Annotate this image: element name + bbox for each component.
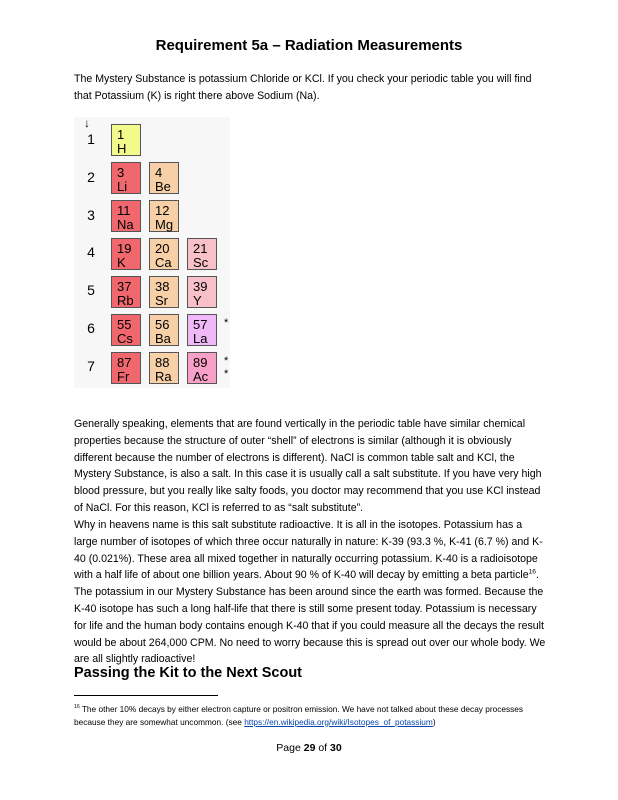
element-cell-la bbox=[187, 314, 217, 346]
element-cell-fr bbox=[111, 352, 141, 384]
element-symbol: Ca bbox=[155, 255, 172, 270]
element-number: 4 bbox=[155, 165, 163, 180]
element-cell-y bbox=[187, 276, 217, 308]
isotopes-text-start: Why in heavens name is this salt substitute radioactive. It is all in the isotopes. Potassium has a large number of isotopes of which three occur naturally in nature: K-39 (93.3 %, K-41 (6.7 %) and K-40 (0.021%). These area all mixed together in naturally occurring potassium. K-40 is a radioisotope with a half life of about one billion years. About 90 % of K-40 will decay by emitting a beta particle bbox=[74, 519, 543, 582]
page-prefix: Page bbox=[276, 742, 304, 754]
element-number: 87 bbox=[117, 355, 132, 370]
footnote-number: 16 bbox=[74, 704, 80, 711]
element-cell-mg bbox=[149, 200, 179, 232]
asterisk-marker: * bbox=[224, 355, 229, 367]
element-cell-ba bbox=[149, 314, 179, 346]
element-number: 38 bbox=[155, 279, 170, 294]
element-number: 57 bbox=[193, 317, 208, 332]
element-number: 11 bbox=[117, 203, 131, 218]
page-title: Requirement 5a – Radiation Measurements bbox=[155, 37, 463, 54]
element-number: 21 bbox=[193, 241, 208, 256]
element-symbol: Mg bbox=[155, 217, 174, 232]
page-middle: of bbox=[315, 742, 331, 754]
element-number: 88 bbox=[155, 355, 170, 370]
down-arrow-icon: ↓ bbox=[84, 116, 90, 130]
asterisk-marker: * bbox=[224, 317, 229, 329]
element-number: 3 bbox=[117, 165, 125, 180]
footnote-close: ) bbox=[432, 716, 436, 727]
footnote-text: The other 10% decays by either electron capture or positron emission. We have not talked about these decay processes because they are somewhat uncommon. (see bbox=[74, 704, 524, 727]
element-cell-be bbox=[149, 162, 179, 194]
element-cell-ac bbox=[187, 352, 217, 384]
element-symbol: Na bbox=[117, 217, 134, 232]
element-number: 55 bbox=[117, 317, 132, 332]
element-cell-sr bbox=[149, 276, 179, 308]
element-symbol: Ac bbox=[193, 369, 209, 384]
element-cell-cs bbox=[111, 314, 141, 346]
element-symbol: La bbox=[193, 331, 208, 346]
page-total: 30 bbox=[330, 742, 342, 754]
section-heading: Passing the Kit to the Next Scout bbox=[74, 665, 302, 681]
element-number: 39 bbox=[193, 279, 208, 294]
periodic-table-figure bbox=[74, 117, 230, 388]
isotopes-text-end: . The potassium in our Mystery Substance has been around since the earth was formed. Because the K-40 isotope has such a long half-life that there is still some present today. Potassium is necessary for life and the human body contains enough K-40 that if you could measure all the decays the result would be about 264,000 CPM. No need to worry because this is spread out over our whole body. We are all slightly radioactive! bbox=[74, 569, 546, 666]
footnote bbox=[74, 703, 554, 728]
period-label: 4 bbox=[87, 244, 95, 260]
element-symbol: Y bbox=[193, 293, 202, 308]
period-label: 5 bbox=[87, 282, 95, 298]
element-cell-h bbox=[111, 124, 141, 156]
element-symbol: H bbox=[117, 141, 127, 156]
element-number: 37 bbox=[117, 279, 132, 294]
element-cell-rb bbox=[111, 276, 141, 308]
element-cell-sc bbox=[187, 238, 217, 270]
period-label: 3 bbox=[87, 207, 95, 223]
element-symbol: Be bbox=[155, 179, 171, 194]
element-cell-li bbox=[111, 162, 141, 194]
element-number: 56 bbox=[155, 317, 170, 332]
period-label: 1 bbox=[87, 131, 95, 147]
period-label: 7 bbox=[87, 358, 95, 374]
wikipedia-link[interactable]: https://en.wikipedia.org/wiki/Isotopes_of_potassium bbox=[244, 716, 433, 727]
element-symbol: Cs bbox=[117, 331, 133, 346]
element-cell-ra bbox=[149, 352, 179, 384]
element-number: 19 bbox=[117, 241, 132, 256]
element-symbol: K bbox=[117, 255, 126, 270]
asterisk-marker: * bbox=[224, 368, 229, 380]
element-symbol: Li bbox=[117, 179, 128, 194]
element-symbol: Ra bbox=[155, 369, 172, 384]
element-symbol: Sc bbox=[193, 255, 209, 270]
page-current: 29 bbox=[303, 742, 316, 754]
isotopes-paragraph bbox=[74, 517, 548, 668]
element-cell-ca bbox=[149, 238, 179, 270]
element-symbol: Rb bbox=[117, 293, 134, 308]
element-number: 89 bbox=[193, 355, 208, 370]
element-symbol: Ba bbox=[155, 331, 171, 346]
element-number: 12 bbox=[155, 203, 170, 218]
element-number: 20 bbox=[155, 241, 170, 256]
element-number: 1 bbox=[117, 127, 125, 142]
footnote-divider bbox=[74, 695, 218, 696]
intro-paragraph: The Mystery Substance is potassium Chloride or KCl. If you check your periodic table you will find that Potassium (K) is right there above Sodium (Na). bbox=[74, 73, 532, 102]
chemistry-paragraph: Generally speaking, elements that are found vertically in the periodic table have similar chemical properties because the structure of outer “shell” of electrons is similar (although it is obviously different because the number of electrons is different). NaCl is common table salt and KCl, the Mystery Substance, is also a salt. In this case it is usually call a salt substitute. If you have very high blood pressure, but you really like salty foods, you doctor may recommend that you use KCl instead of NaCl. For this reason, KCl is referred to as “salt substitute”. bbox=[74, 418, 542, 514]
period-label: 6 bbox=[87, 320, 95, 336]
page-number bbox=[0, 742, 618, 754]
element-symbol: Sr bbox=[155, 293, 168, 308]
footnote-reference[interactable]: 16 bbox=[528, 568, 536, 576]
period-label: 2 bbox=[87, 169, 95, 185]
element-cell-k bbox=[111, 238, 141, 270]
element-cell-na bbox=[111, 200, 141, 232]
element-symbol: Fr bbox=[117, 369, 130, 384]
